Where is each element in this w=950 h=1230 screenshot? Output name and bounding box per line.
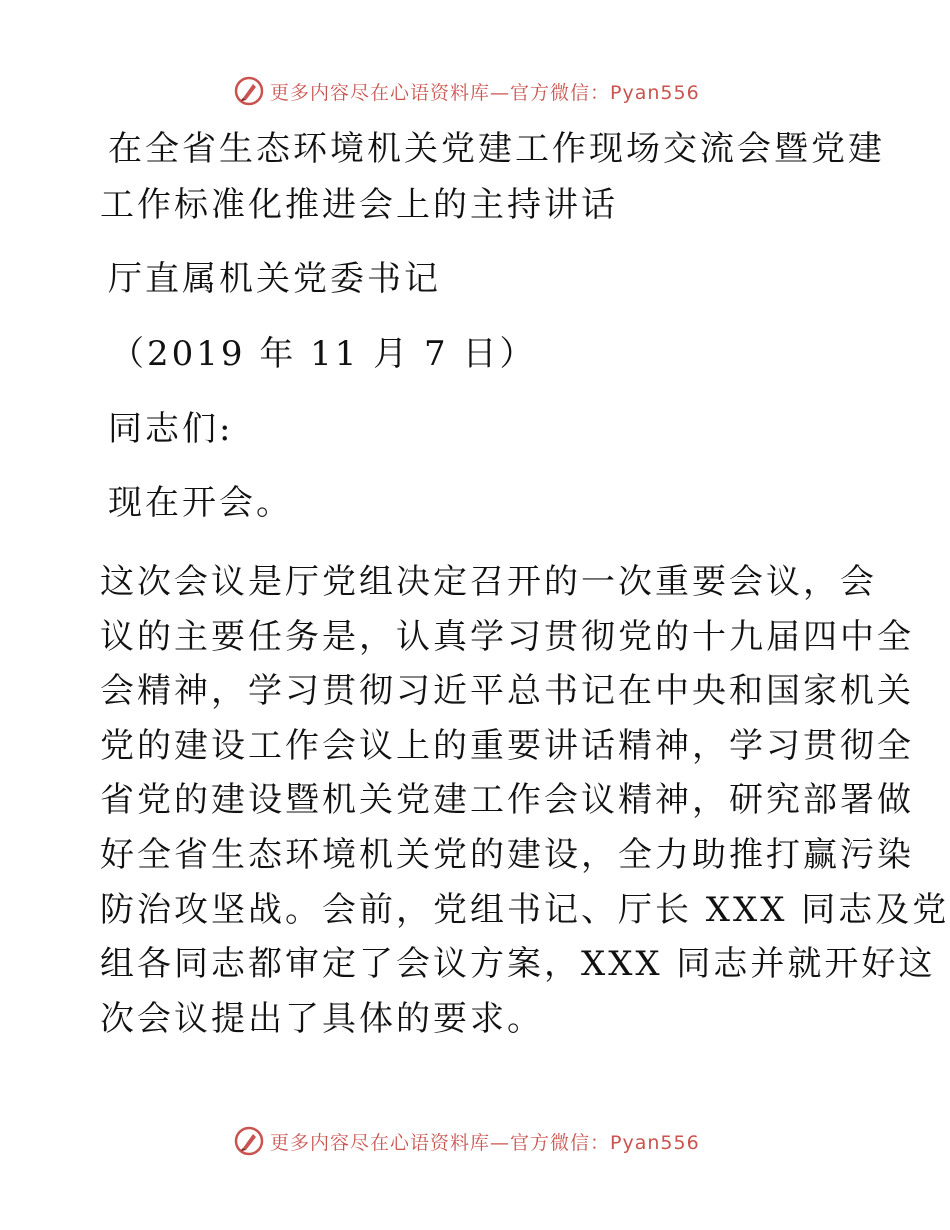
paragraph-line: 省党的建设暨机关党建工作会议精神，研究部署做	[100, 780, 914, 821]
paragraph-line: 这次会议是厅党组决定召开的一次重要会议，会	[100, 562, 877, 602]
pen-logo-icon	[234, 76, 264, 106]
main-paragraph	[100, 555, 950, 1046]
author-line: 厅直属机关党委书记	[108, 259, 441, 299]
paragraph-line: 议的主要任务是，认真学习贯彻党的十九届四中全	[100, 616, 914, 657]
opening-sentence: 现在开会。	[108, 483, 293, 523]
header-watermark	[234, 74, 714, 108]
watermark-text: 更多内容尽在心语资料库—官方微信：Pyan556	[270, 81, 700, 104]
title-line-2: 工作标准化推进会上的主持讲话	[100, 185, 618, 225]
paragraph-line: 会精神，学习贯彻习近平总书记在中央和国家机关	[100, 671, 914, 712]
paragraph-line: 好全省生态环境机关党的建设，全力助推打赢污染	[100, 834, 914, 875]
paragraph-line: 次会议提出了具体的要求。	[100, 998, 544, 1039]
date-line: （2019 年 11 月 7 日）	[110, 334, 537, 374]
wechat-id: Pyan556	[610, 81, 700, 104]
paragraph-line: 党的建设工作会议上的重要讲话精神，学习贯彻全	[100, 725, 914, 766]
title-line-1: 在全省生态环境机关党建工作现场交流会暨党建	[108, 129, 885, 169]
wechat-id: Pyan556	[610, 1131, 700, 1154]
footer-watermark	[234, 1124, 714, 1158]
paragraph-line: 组各同志都审定了会议方案，XXX 同志并就开好这	[100, 944, 936, 985]
watermark-text: 更多内容尽在心语资料库—官方微信：Pyan556	[270, 1131, 700, 1154]
paragraph-line: 防治攻坚战。会前，党组书记、厅长 XXX 同志及党	[100, 889, 950, 930]
pen-logo-icon	[234, 1126, 264, 1156]
greeting: 同志们:	[108, 409, 234, 449]
